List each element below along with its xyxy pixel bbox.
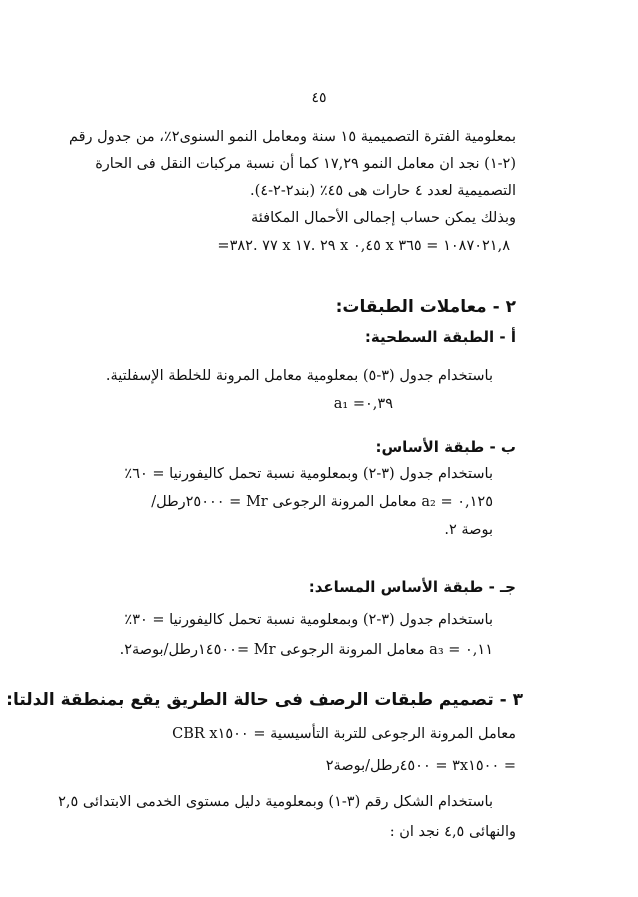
base-layer-line-1: باستخدام جدول (٣-٢) وبمعلومية نسبة تحمل كاليفورنيا = ٦٠٪	[124, 466, 493, 482]
text-line-3: التصميمية لعدد ٤ حارات هى ٤٥٪ (بند٢-٢-٤).	[250, 183, 516, 199]
text-line-4: وبذلك يمكن حساب إجمالى الأحمال المكافئة	[251, 210, 516, 226]
text-line-2: (٢-١) نجد ان معامل النمو ١٧,٢٩ كما أن نسبة مركبات النقل فى الحارة	[95, 156, 516, 172]
subbase-layer-line-1: باستخدام جدول (٣-٢) وبمعلومية نسبة تحمل كاليفورنيا = ٣٠٪	[124, 612, 493, 628]
surface-layer-title: أ - الطبقة السطحية:	[364, 328, 516, 346]
equation-total-loads: ١٠٨٧٠٢١,٨ = ٣٦٥ x ٠,٤٥ x ٢٩ .١٧ x ٧٧ .٣٨٢=	[217, 238, 510, 254]
section-3-line-1: معامل المرونة الرجوعى للتربة التأسيسية = CBR x١٥٠٠	[172, 726, 516, 742]
surface-layer-coefficient: ٠,٣٩= a₁	[333, 396, 393, 412]
subbase-layer-title: جـ - طبقة الأساس المساعد:	[308, 578, 516, 596]
section-3-line-3: باستخدام الشكل رقم (٣-١) وبمعلومية دليل مستوى الخدمى الابتدائى ٢,٥	[58, 794, 493, 810]
base-layer-line-3: بوصة ٢.	[444, 522, 493, 538]
section-3-heading: ٣ - تصميم طبقات الرصف فى حالة الطريق يقع بمنطقة الدلتا:	[6, 690, 523, 710]
base-layer-line-2: ٠,١٢٥ = a₂ معامل المرونة الرجوعى Mr = ٢٥٠٠٠رطل/	[151, 494, 493, 510]
section-3-line-4: والنهائى ٤,٥ نجد ان :	[389, 824, 516, 840]
section-3-line-2: = ٣x١٥٠٠ = ٤٥٠٠رطل/بوصة٢	[325, 758, 516, 774]
text-line-1: بمعلومية الفترة التصميمية ١٥ سنة ومعامل النمو السنوى٢٪، من جدول رقم	[68, 129, 516, 145]
page-number: ٤٥	[311, 90, 327, 106]
surface-layer-line-1: باستخدام جدول (٣-٥) بمعلومية معامل المرونة للخلطة الإسفلتية.	[105, 368, 493, 384]
section-2-heading: ٢ - معاملات الطبقات:	[335, 297, 516, 317]
base-layer-title: ب - طبقة الأساس:	[375, 438, 516, 456]
subbase-layer-line-2: ٠,١١ = a₃ معامل المرونة الرجوعى Mr =١٤٥٠٠رطل/بوصة٢.	[119, 642, 493, 658]
